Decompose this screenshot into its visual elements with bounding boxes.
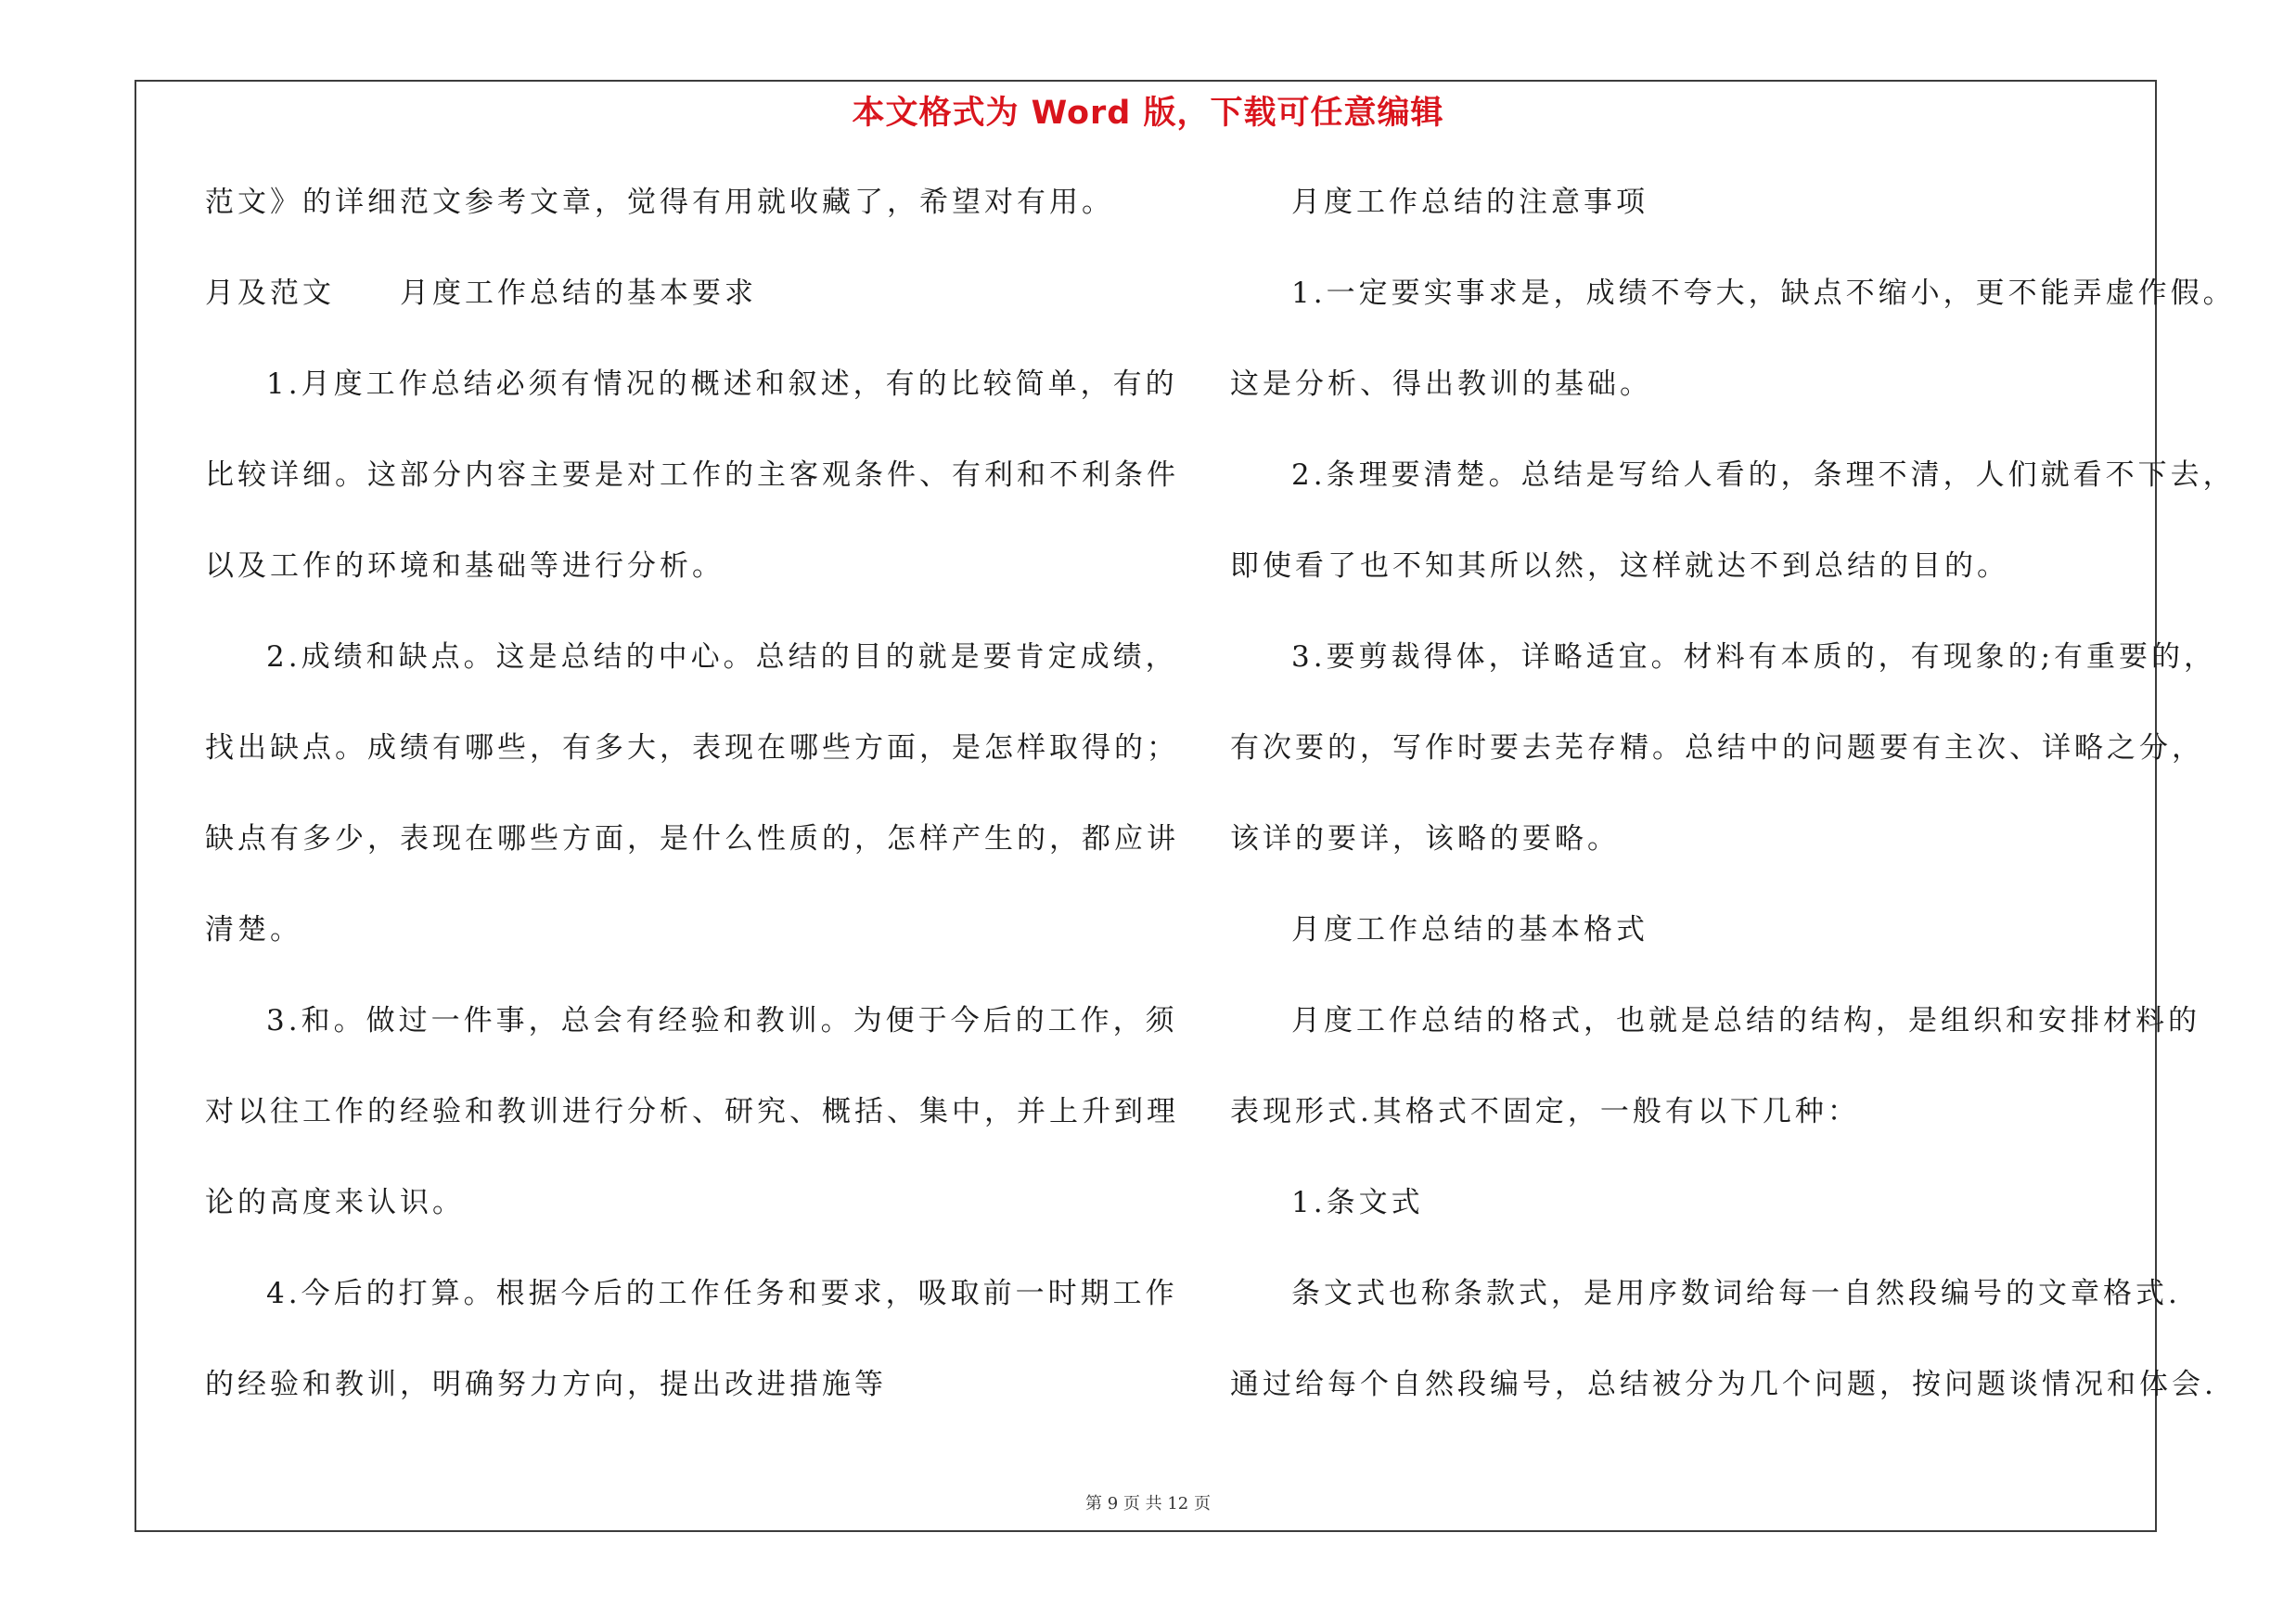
- right-line-6: 3.要剪裁得体，详略适宜。材料有本质的，有现象的;有重要的，: [1291, 640, 2217, 674]
- right-line-2: 1.一定要实事求是，成绩不夸大，缺点不缩小，更不能弄虚作假。: [1291, 277, 2236, 310]
- right-line-4: 2.条理要清楚。总结是写给人看的，条理不清，人们就看不下去，: [1291, 458, 2236, 492]
- right-line-7: 有次要的，写作时要去芜存精。总结中的问题要有主次、详略之分，: [1230, 731, 2204, 765]
- left-line-11: 对以往工作的经验和教训进行分析、研究、概括、集中，并上升到理: [205, 1095, 1179, 1128]
- right-line-13: 条文式也称条款式，是用序数词给每一自然段编号的文章格式.: [1291, 1277, 2181, 1310]
- left-line-7: 找出缺点。成绩有哪些，有多大，表现在哪些方面，是怎样取得的；: [205, 731, 1179, 765]
- left-line-2: 月及范文 月度工作总结的基本要求: [205, 277, 757, 310]
- left-line-6: 2.成绩和缺点。这是总结的中心。总结的目的就是要肯定成绩，: [266, 640, 1178, 674]
- left-line-12: 论的高度来认识。: [205, 1186, 465, 1219]
- right-line-9: 月度工作总结的基本格式: [1291, 913, 1648, 947]
- left-line-4: 比较详细。这部分内容主要是对工作的主客观条件、有利和不利条件: [205, 458, 1179, 492]
- right-line-5: 即使看了也不知其所以然，这样就达不到总结的目的。: [1230, 549, 2009, 583]
- word-format-banner: 本文格式为 Word 版，下载可任意编辑: [852, 95, 1444, 132]
- right-line-14: 通过给每个自然段编号，总结被分为几个问题，按问题谈情况和体会.: [1230, 1368, 2217, 1401]
- left-line-1: 范文》的详细范文参考文章，觉得有用就收藏了，希望对有用。: [205, 186, 1114, 219]
- right-line-3: 这是分析、得出教训的基础。: [1230, 367, 1652, 401]
- right-line-1: 月度工作总结的注意事项: [1291, 186, 1648, 219]
- left-line-5: 以及工作的环境和基础等进行分析。: [205, 549, 725, 583]
- left-line-10: 3.和。做过一件事，总会有经验和教训。为便于今后的工作，须: [266, 1004, 1178, 1037]
- left-line-13: 4.今后的打算。根据今后的工作任务和要求，吸取前一时期工作: [266, 1277, 1178, 1310]
- left-line-9: 清楚。: [205, 913, 302, 947]
- right-line-10: 月度工作总结的格式，也就是总结的结构，是组织和安排材料的: [1291, 1004, 2200, 1037]
- left-line-3: 1.月度工作总结必须有情况的概述和叙述，有的比较简单，有的: [266, 367, 1178, 401]
- page-number-footer: 第 9 页 共 12 页: [1085, 1494, 1211, 1514]
- left-line-14: 的经验和教训，明确努力方向，提出改进措施等: [205, 1368, 887, 1401]
- right-line-11: 表现形式.其格式不固定，一般有以下几种：: [1230, 1095, 1860, 1128]
- right-line-8: 该详的要详，该略的要略。: [1230, 822, 1620, 856]
- left-line-8: 缺点有多少，表现在哪些方面，是什么性质的，怎样产生的，都应讲: [205, 822, 1179, 856]
- right-line-12: 1.条文式: [1291, 1186, 1424, 1219]
